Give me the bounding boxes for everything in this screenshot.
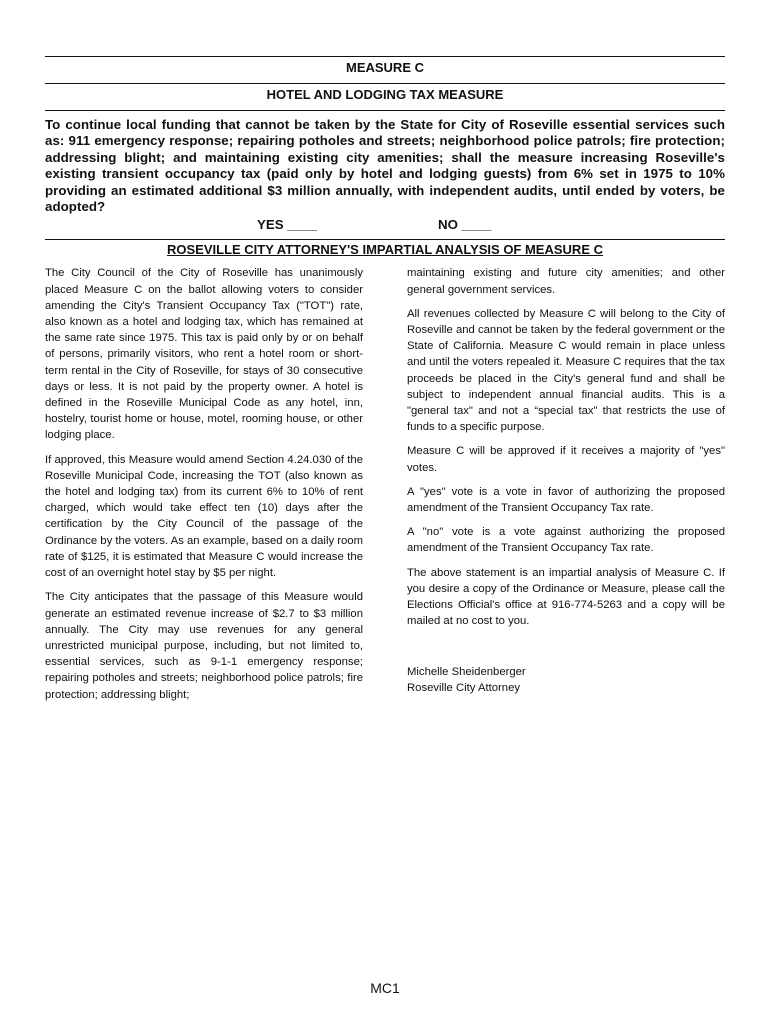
signer-name: Michelle Sheidenberger (407, 665, 526, 678)
paragraph: A "yes" vote is a vote in favor of authorizing the proposed amendment of the Transient Occupancy Tax rate. (407, 485, 725, 515)
divider (45, 110, 725, 111)
page-label: MC1 (370, 980, 400, 996)
paragraph: Measure C will be approved if it receives a majority of "yes" votes. (407, 445, 725, 474)
analysis-columns (45, 265, 725, 710)
vote-options (45, 217, 725, 235)
paragraph: The above statement is an impartial analysis of Measure C. If you desire a copy of the Ordinance or Measure, please call the Elections Official's office at 916-774-5263 and a copy will be mailed at no cost to you. (407, 566, 725, 628)
left-column (45, 265, 363, 710)
measure-title: MEASURE C (345, 60, 424, 75)
paragraph: The City Council of the City of Roseville has unanimously placed Measure C on the ballot allowing voters to consider amending the City's Transient Occupancy Tax ("TOT") rate, also known as a hotel and lodging tax, which has remained at the same rate since 1975. This tax is paid only by or on behalf of persons, primarily visitors, who rent a hotel room or short-term rental in the City of Roseville, for stays of 30 consecutive days or less. It is not paid by the property owner. A hotel is defined in the Roseville Municipal Code as any hotel, inn, hostelry, tourist home or house, motel, rooming house, or other lodging place. (45, 267, 363, 442)
no-option: NO ____ (438, 217, 492, 233)
analysis-heading: ROSEVILLE CITY ATTORNEY'S IMPARTIAL ANALYSIS OF MEASURE C (167, 242, 603, 258)
yes-option: YES ____ (257, 217, 317, 233)
paragraph: All revenues collected by Measure C will belong to the City of Roseville and cannot be taken by the federal government or the State of California. Measure C would remain in place unless and until the voters repealed it. Measure C requires that the tax proceeds be placed in the City's general fund and shall be subject to independent annual financial audits. This is a "general tax" and not a “special tax" that restricts the use of funds to a specific purpose. (407, 307, 725, 434)
ballot-question: To continue local funding that cannot be taken by the State for City of Roseville essential services such as: 911 emergency response; repairing potholes and streets; neighborhood police patrols; fire protection; addressing blight; and maintaining existing city amenities; shall the measure increasing Roseville's existing transient occupancy tax (paid only by hotel and lodging guests) from 6% set in 1975 to 10% providing an estimated additional $3 million annually, with independent audits, until ended by voters, be adopted? (45, 117, 725, 215)
signature-block (407, 664, 725, 696)
document-page (45, 56, 725, 711)
paragraph: The City anticipates that the passage of this Measure would generate an estimated revenue increase of $2.7 to $3 million annually. The City may use revenues for any general unrestricted municipal purpose, including, but not limited to, essential services, such as 9-1-1 emergency response; repairing potholes and streets; neighborhood police patrols; fire protection; addressing blight; (45, 591, 363, 701)
right-column (407, 265, 725, 710)
signer-title: Roseville City Attorney (407, 681, 521, 694)
paragraph: If approved, this Measure would amend Section 4.24.030 of the Roseville Municipal Code, increasing the TOT (also known as the hotel and lodging tax) from its current 6% to 10% of rent charged, which would take effect ten (10) days after the certification by the City Council of the passage of the Ordinance by the voters. As an example, based on a daily room rate of $125, it is estimated that Measure C would increase the cost of an overnight hotel stay by $5 per night. (45, 453, 363, 580)
divider (45, 56, 725, 57)
divider (45, 83, 725, 84)
paragraph: A "no" vote is a vote against authorizing the proposed amendment of the Transient Occupancy Tax rate. (407, 526, 725, 555)
divider (45, 239, 725, 240)
measure-subtitle: HOTEL AND LODGING TAX MEASURE (266, 87, 504, 102)
paragraph: maintaining existing and future city amenities; and other general government services. (407, 267, 725, 296)
